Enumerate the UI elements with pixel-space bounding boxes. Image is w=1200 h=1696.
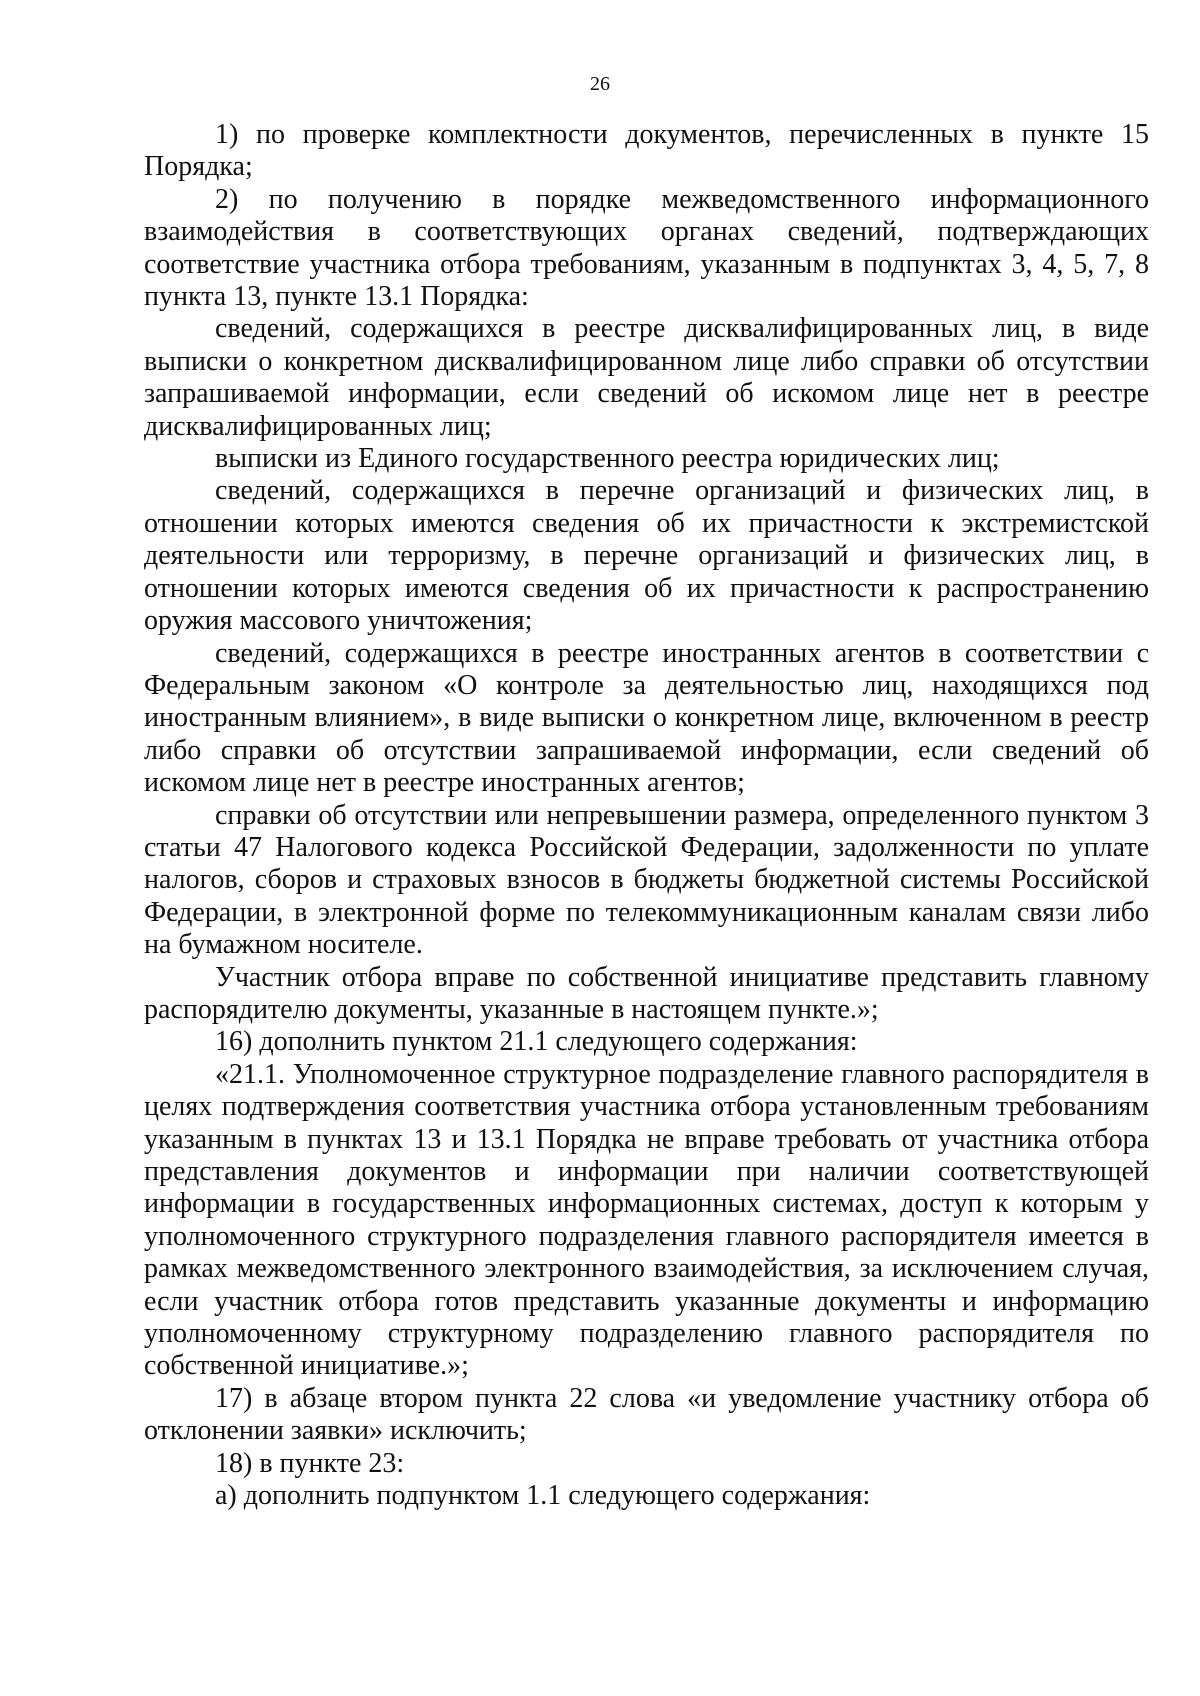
paragraph-clause-21-1: «21.1. Уполномоченное структурное подразделение главного распорядителя в целях подтверждения соответствия участника отбора установленным требованиям указанным в пунктах 13 и 13.1 Порядка не вправе требовать от участника отбора представления документов и информации при наличии соответствующей информации в государственных информационных системах, доступ к которым у уполномоченного структурного подразделения главного распорядителя имеется в рамках межведомственного электронного взаимодействия, за исключением случая, если участник отбора готов представить указанные документы и информацию уполномоченному структурному подразделению главного распорядителя по собственной инициативе.»; bbox=[144, 1058, 1149, 1382]
paragraph-disqualified-registry: сведений, содержащихся в реестре дисквалифицированных лиц, в виде выписки о конкретном дисквалифицированном лице либо справки об отсутствии запрашиваемой информации, если сведений об искомом лице нет в реестре дисквалифицированных лиц; bbox=[144, 313, 1149, 442]
paragraph-item-16: 16) дополнить пунктом 21.1 следующего содержания: bbox=[215, 1026, 858, 1058]
paragraph-item-17: 17) в абзаце втором пункта 22 слова «и уведомление участнику отбора об отклонении заявки» исключить; bbox=[144, 1382, 1149, 1447]
paragraph-foreign-agents-registry: сведений, содержащихся в реестре иностранных агентов в соответствии с Федеральным законом «О контроле за деятельностью лиц, находящихся под иностранным влиянием», в виде выписки о конкретном лице, включенном в реестр либо справки об отсутствии запрашиваемой информации, если сведений об искомом лице нет в реестре иностранных агентов; bbox=[144, 637, 1149, 799]
paragraph-extremism-list: сведений, содержащихся в перечне организаций и физических лиц, в отношении которых имеются сведения об их причастности к экстремистской деятельности или терроризму, в перечне организаций и физических лиц, в отношении которых имеются сведения об их причастности к распространению оружия массового уничтожения; bbox=[144, 475, 1149, 637]
paragraph-item-1-completeness-check: 1) по проверке комплектности документов, перечисленных в пункте 15 Порядка; bbox=[144, 119, 1149, 183]
paragraph-item-2-interagency-request: 2) по получению в порядке межведомственного информационного взаимодействия в соответствующих органах сведений, подтверждающих соответствие участника отбора требованиям, указанным в подпунктах 3, 4, 5, 7, 8 пункта 13, пункте 13.1 Порядка: bbox=[144, 183, 1149, 313]
page-number: 26 bbox=[590, 73, 610, 95]
paragraph-item-18: 18) в пункте 23: bbox=[215, 1447, 405, 1479]
paragraph-egrul-extract: выписки из Единого государственного реестра юридических лиц; bbox=[215, 443, 1000, 475]
paragraph-tax-debt-certificate: справки об отсутствии или непревышении размера, определенного пунктом 3 статьи 47 Налогового кодекса Российской Федерации, задолженности по уплате налогов, сборов и страховых взносов в бюджеты бюджетной системы Российской Федерации, в электронной форме по телекоммуникационным каналам связи либо на бумажном носителе. bbox=[144, 799, 1149, 961]
document-body bbox=[144, 119, 1149, 1512]
paragraph-own-initiative: Участник отбора вправе по собственной инициативе представить главному распорядителю документы, указанные в настоящем пункте.»; bbox=[144, 961, 1149, 1025]
paragraph-subitem-a: а) дополнить подпунктом 1.1 следующего содержания: bbox=[215, 1480, 871, 1512]
